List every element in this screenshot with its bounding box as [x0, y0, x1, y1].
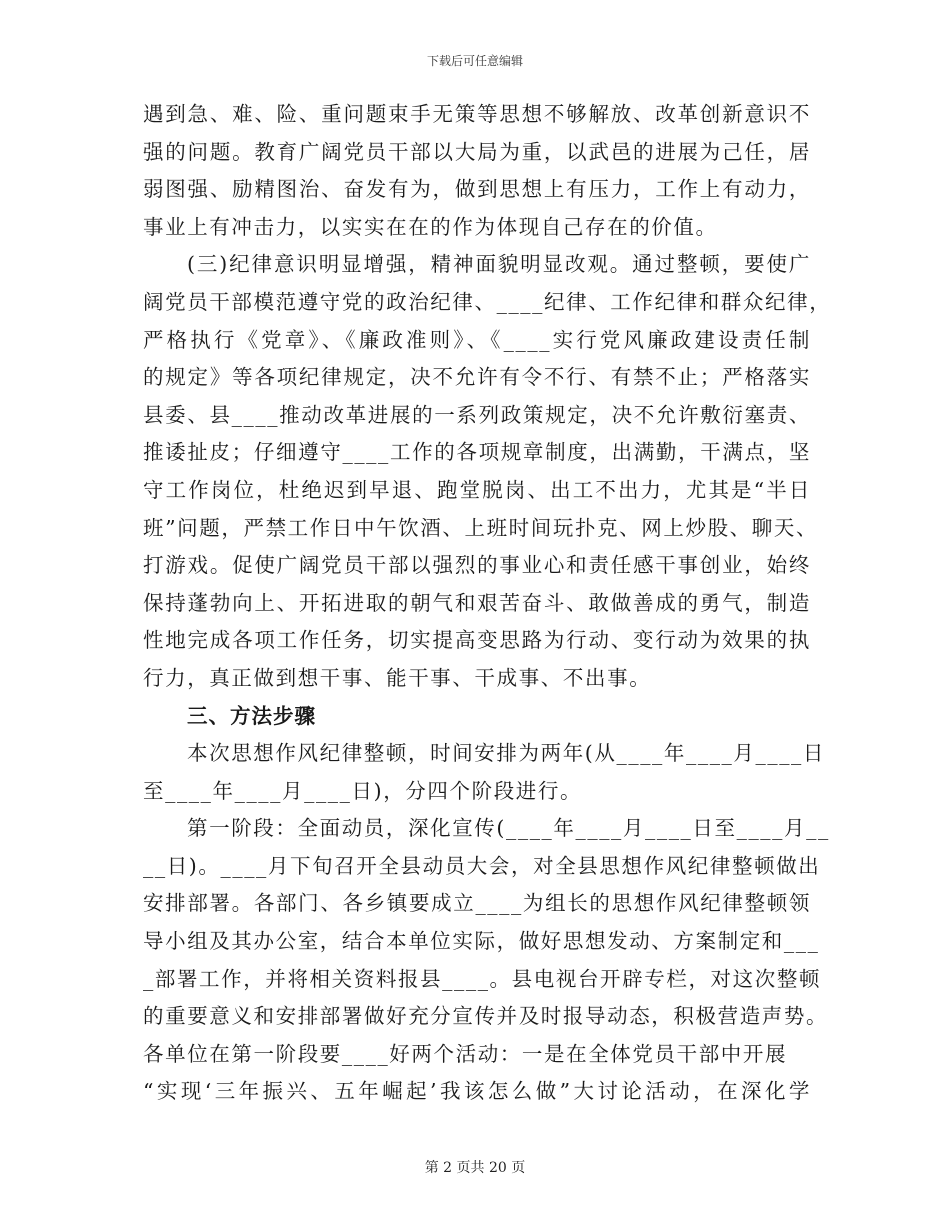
- text-line: 严格执行《党章》、《廉政准则》、《____实行党风廉政建设责任制: [143, 327, 811, 352]
- text-line: 行力，真正做到想干事、能干事、干成事、不出事。: [143, 665, 652, 690]
- page-header: 下载后可任意编辑: [426, 54, 523, 68]
- text-line: 打游戏。促使广阔党员干部以强烈的事业心和责任感干事创业，始终: [143, 553, 811, 578]
- text-line: 遇到急、难、险、重问题束手无策等思想不够解放、改革创新意识不: [143, 102, 811, 126]
- text-line: 的规定》等各项纪律规定，决不允许有令不行、有禁不止；严格落实: [143, 365, 811, 390]
- text-line: 导小组及其办公室，结合本单位实际，做好思想发动、方案制定和___: [143, 929, 820, 954]
- section-heading: 三、方法步骤: [187, 703, 316, 728]
- text-line: 阔党员干部模范遵守党的政治纪律、____纪律、工作纪律和群众纪律，: [143, 289, 832, 314]
- text-line: 弱图强、励精图治、奋发有为，做到思想上有压力，工作上有动力，: [143, 177, 811, 202]
- text-line: __日)。____月下旬召开全县动员大会，对全县思想作风纪律整顿做出: [143, 853, 821, 878]
- text-line: “实现‘三年振兴、五年崛起’我该怎么做”大讨论活动，在深化学: [143, 1079, 811, 1104]
- text-line: 第一阶段：全面动员，深化宣传(____年____月____日至____月__: [187, 816, 830, 841]
- page-footer: 第 2 页共 20 页: [424, 1160, 526, 1176]
- text-line: 班”问题，严禁工作日中午饮酒、上班时间玩扑克、网上炒股、聊天、: [143, 515, 819, 540]
- text-line: 安排部署。各部门、各乡镇要成立____为组长的思想作风纪律整顿领: [143, 891, 811, 916]
- text-line: 事业上有冲击力，以实实在在的作为体现自己存在的价值。: [143, 214, 718, 239]
- text-line: 各单位在第一阶段要____好两个活动：一是在全体党员干部中开展: [143, 1041, 788, 1066]
- text-line: 性地完成各项工作任务，切实提高变思路为行动、变行动为效果的执: [143, 628, 811, 653]
- text-line: 县委、县____推动改革进展的一系列政策规定，决不允许敷衍塞责、: [143, 402, 811, 427]
- text-line: 的重要意义和安排部署做好充分宣传并及时报导动态，积极营造声势。: [143, 1004, 829, 1029]
- document-body: [143, 96, 832, 1111]
- text-line: (三)纪律意识明显增强，精神面貌明显改观。通过整顿，要使广: [187, 252, 811, 277]
- text-line: 保持蓬勃向上、开拓进取的朝气和艰苦奋斗、敢做善成的勇气，制造: [143, 590, 811, 615]
- text-line: 本次思想作风纪律整顿，时间安排为两年(从____年____月____日: [187, 741, 825, 766]
- text-line: _部署工作，并将相关资料报县____。县电视台开辟专栏，对这次整顿: [143, 966, 822, 991]
- text-line: 推诿扯皮；仔细遵守____工作的各项规章制度，出满勤，干满点，坚: [143, 440, 811, 465]
- text-line: 至____年____月____日)，分四个阶段进行。: [143, 778, 583, 803]
- text-line: 守工作岗位，杜绝迟到早退、跑堂脱岗、出工不出力，尤其是“半日: [143, 477, 811, 502]
- text-line: 强的问题。教育广阔党员干部以大局为重，以武邑的进展为己任，居: [143, 139, 811, 164]
